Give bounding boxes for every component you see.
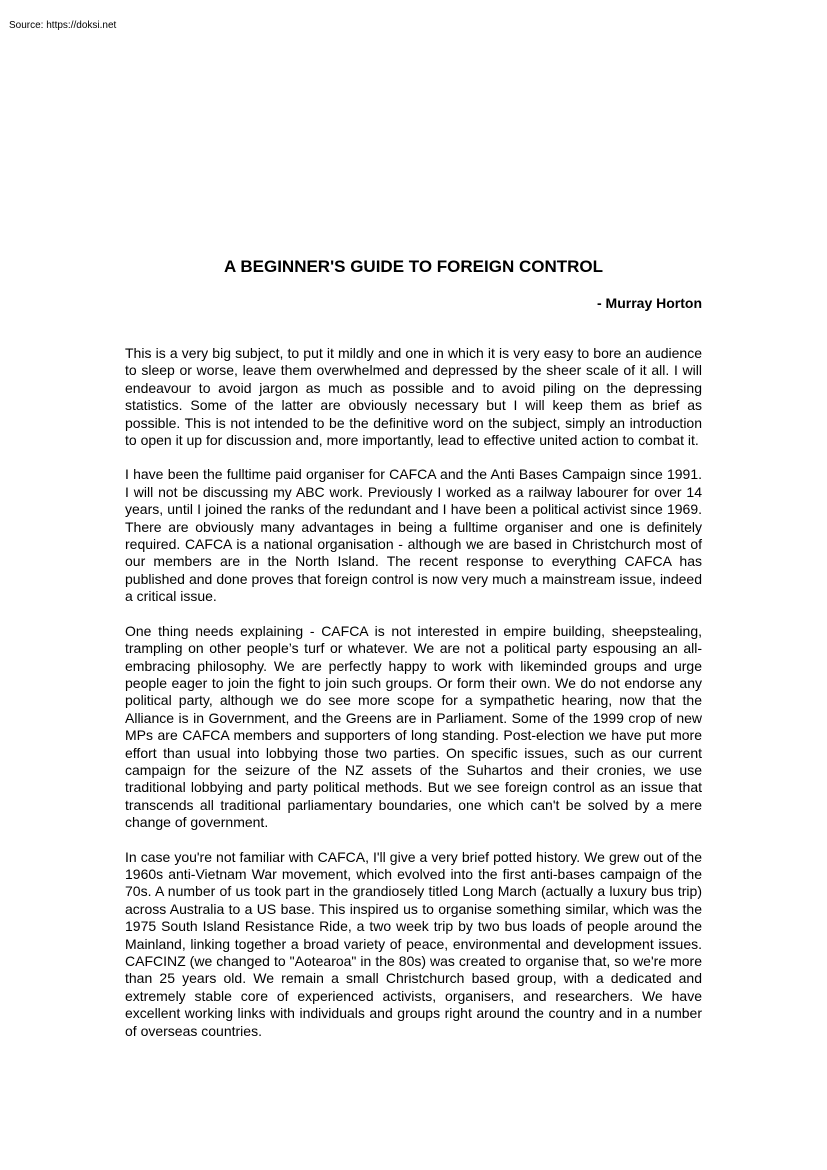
paragraph-4: In case you're not familiar with CAFCA, I'll give a very brief potted history. We grew out of the 1960s anti-Vietnam War movement, which evolved into the first anti-bases campaign of the 70s. A number of us took part in the grandiosely titled Long March (actually a luxury bus trip) across Australia to a US base. This inspired us to organise something similar, which was the 1975 South Island Resistance Ride, a two week trip by two bus loads of people around the Mainland, linking together a broad variety of peace, environmental and development issues. CAFCINZ (we changed to "Aotearoa" in the 80s) was created to organise that, so we're more than 25 years old. We remain a small Christchurch based group, with a dedicated and extremely stable core of experienced activists, organisers, and researchers. We have excellent working links with individuals and groups right around the country and in a number of overseas countries. [125,848,702,1039]
paragraph-1: This is a very big subject, to put it mildly and one in which it is very easy to bore an audience to sleep or worse, leave them overwhelmed and depressed by the sheer scale of it all. I will endeavour to avoid jargon as much as possible and to avoid piling on the depressing statistics. Some of the latter are obviously necessary but I will keep them as brief as possible. This is not intended to be the definitive word on the subject, simply an introduction to open it up for discussion and, more importantly, lead to effective united action to combat it. [125,345,702,449]
document-author: - Murray Horton [597,295,702,311]
source-line: Source: https://doksi.net [9,20,117,31]
paragraph-3: One thing needs explaining - CAFCA is not interested in empire building, sheepstealing, trampling on other people’s turf or whatever. We are not a political party espousing an all-embracing philosophy. We are perfectly happy to work with likeminded groups and urge people eager to join the fight to join such groups. Or form their own. We do not endorse any political party, although we do see more scope for a sympathetic hearing, now that the Alliance is in Government, and the Greens are in Parliament. Some of the 1999 crop of new MPs are CAFCA members and supporters of long standing. Post-election we have put more effort than usual into lobbying those two parties. On specific issues, such as our current campaign for the seizure of the NZ assets of the Suhartos and their cronies, we use traditional lobbying and party political methods. But we see foreign control as an issue that transcends all traditional parliamentary boundaries, one which can't be solved by a mere change of government. [125,622,702,831]
paragraph-2: I have been the fulltime paid organiser for CAFCA and the Anti Bases Campaign since 1991. I will not be discussing my ABC work. Previously I worked as a railway labourer for over 14 years, until I joined the ranks of the redundant and I have been a political activist since 1969. There are obviously many advantages in being a fulltime organiser and one is definitely required. CAFCA is a national organisation - although we are based in Christchurch most of our members are in the North Island. The recent response to everything CAFCA has published and done proves that foreign control is now very much a mainstream issue, indeed a critical issue. [125,466,702,605]
document-body [125,345,702,1057]
document-title: A BEGINNER'S GUIDE TO FOREIGN CONTROL [223,257,603,276]
